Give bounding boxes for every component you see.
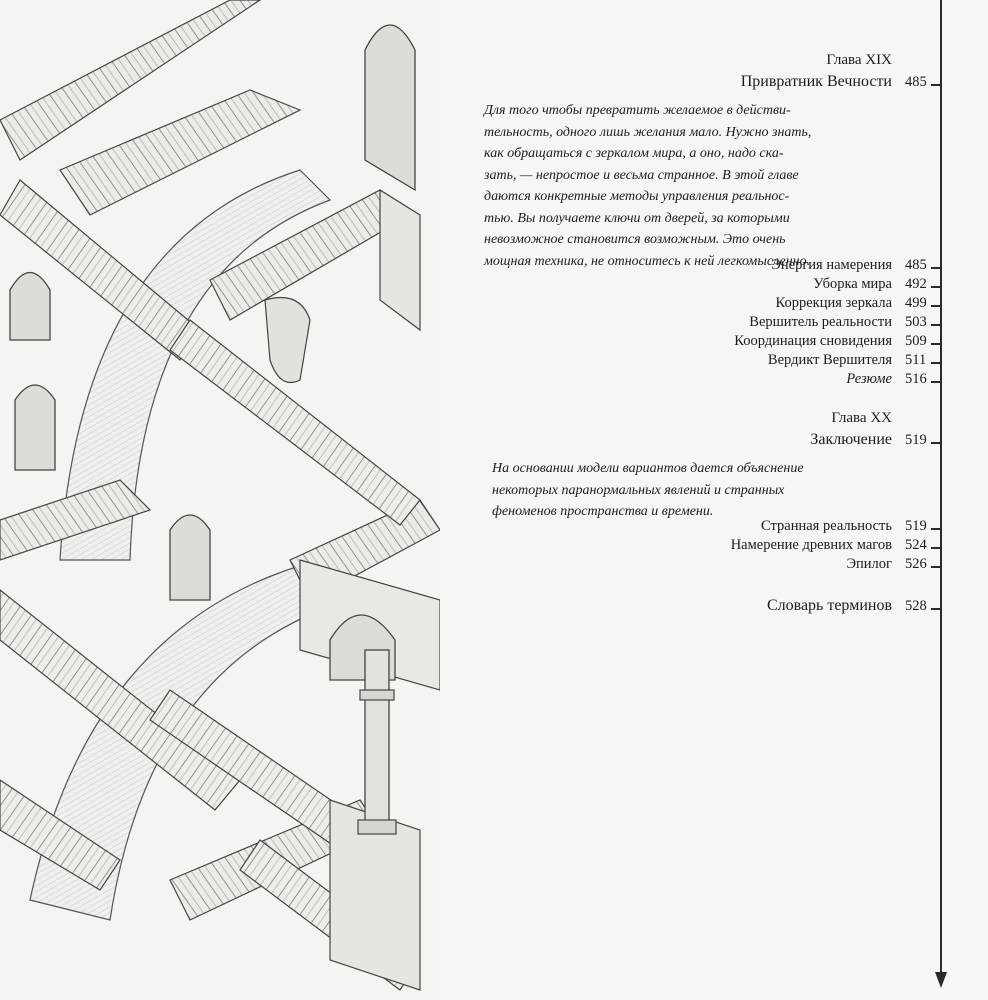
chapter-19-page: 485	[905, 74, 927, 90]
toc-tick	[931, 528, 941, 530]
toc-tick	[931, 84, 941, 86]
description-line: как обращаться с зеркалом мира, а оно, надо ска-	[484, 146, 784, 161]
description-line: тельность, одного лишь желания мало. Нужно знать,	[484, 124, 812, 140]
toc-entry-title[interactable]: Странная реальность	[761, 518, 892, 534]
toc-entry-title[interactable]: Энергия намерения	[771, 257, 892, 273]
toc-tick	[931, 305, 941, 307]
description-line: тью. Вы получаете ключи от дверей, за которыми	[484, 210, 790, 226]
toc-tick	[931, 381, 941, 383]
toc-entry-page: 519	[905, 518, 927, 534]
toc-tick	[931, 362, 941, 364]
description-line: Для того чтобы превратить желаемое в действи-	[484, 103, 791, 118]
chapter-19-description	[484, 100, 811, 272]
chapter-19-title[interactable]: Привратник Вечности	[740, 73, 892, 90]
toc-entry-title[interactable]: Вершитель реальности	[749, 314, 892, 330]
toc-entry-title[interactable]: Резюме	[846, 371, 892, 387]
arrow-down-icon	[935, 972, 947, 988]
chapter-20-title[interactable]: Заключение	[810, 431, 892, 448]
toc-entry-page: 499	[905, 295, 927, 311]
toc-tick	[931, 566, 941, 568]
description-line: даются конкретные методы управления реальнос-	[484, 189, 790, 204]
toc-entry-page: 511	[905, 352, 927, 368]
chapter-20-page: 519	[905, 432, 927, 448]
toc-entry-page: 509	[905, 333, 927, 349]
toc-tick	[931, 547, 941, 549]
toc-entry-title[interactable]: Вердикт Вершителя	[767, 352, 892, 368]
description-line: некоторых паранормальных явлений и странных	[492, 482, 785, 498]
description-line: невозможное становится возможным. Это очень	[484, 232, 786, 247]
toc-tick	[931, 608, 941, 610]
description-line: На основании модели вариантов дается объяснение	[492, 461, 804, 476]
toc-tick	[931, 442, 941, 444]
toc-tick	[931, 286, 941, 288]
description-line: мощная техника, не относитесь к ней легкомысленно.	[484, 253, 811, 269]
toc-entry-title[interactable]: Координация сновидения	[734, 333, 892, 349]
toc-entry-page: 524	[905, 537, 927, 553]
toc-entry-page: 485	[905, 257, 927, 273]
description-line: феноменов пространства и времени.	[492, 504, 714, 519]
toc-tick	[931, 343, 941, 345]
chapter-20-description	[492, 458, 804, 523]
toc-entry-page: 503	[905, 314, 927, 330]
toc-tick	[931, 267, 941, 269]
toc-entry-title[interactable]: Эпилог	[846, 556, 892, 572]
toc-entry-page: 526	[905, 556, 927, 572]
toc-entry-page: 492	[905, 276, 927, 292]
staircase-illustration	[0, 0, 440, 1000]
toc-entry-title[interactable]: Намерение древних магов	[730, 537, 892, 553]
toc-vertical-rule	[940, 0, 942, 975]
glossary-title[interactable]: Словарь терминов	[766, 597, 892, 614]
toc-entry-page: 516	[905, 371, 927, 387]
chapter-19-label: Глава XIX	[826, 52, 892, 68]
glossary-page: 528	[905, 598, 927, 614]
toc-tick	[931, 324, 941, 326]
description-line: зать, — непростое и весьма странное. В этой главе	[484, 167, 799, 183]
chapter-20-label: Глава XX	[831, 410, 892, 426]
toc-entry-title[interactable]: Коррекция зеркала	[775, 295, 892, 311]
toc-entry-title[interactable]: Уборка мира	[813, 276, 892, 292]
